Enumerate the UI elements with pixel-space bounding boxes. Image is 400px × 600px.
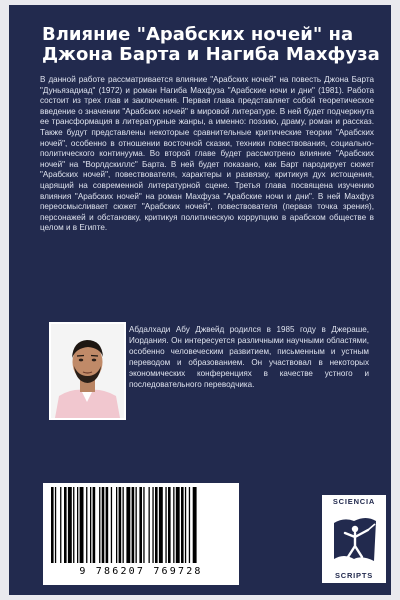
publisher-logo <box>322 495 386 583</box>
barcode-bars <box>49 487 233 563</box>
publisher-emblem-icon <box>328 509 380 569</box>
book-title: Влияние "Арабских ночей" на Джона Барта и Нагиба Махфуза <box>42 24 380 65</box>
isbn-barcode <box>43 483 239 585</box>
publisher-name-bottom: SCRIPTS <box>334 571 374 580</box>
publisher-name-top: SCIENCIA <box>332 497 376 506</box>
book-back-cover <box>9 5 391 595</box>
isbn-number: 9 786207 769728 <box>79 566 203 577</box>
author-portrait-image <box>51 324 124 418</box>
author-photo <box>49 322 126 420</box>
book-abstract: В данной работе рассматривается влияние "Арабских ночей" на повесть Джона Барта "Дуньязадиад" (1972) и роман Нагиба Махфуза "Арабские ночи и дни" (1981). Работа состоит из трех глав и заключения. Первая глава представляет собой теоретическое введение о значении "Арабских ночей" в мировой литературе. В ней будет подчеркнута ее трансформация в литературные жанры, а именно: поэзию, драму, роман и рассказ. Также будут представлены некоторые сравнительные критические теории "Арабских ночей", особенно в отношении восточной сказки, техники повествования, социально-политического континуума. Во второй главе будет рассмотрено влияние "Арабских ночей" на "Ворлдскиллс" Барта. В ней будет показано, как Барт пародирует сюжет "Арабских ночей", повествователя, характеры и развязку, критикуя дух истощения, царящий на современной литературной сцене. Третья глава посвящена изучению влияния "Арабских ночей" на роман Махфуза "Арабские ночи и дни". В ней Махфуз переосмысливает сюжет "Арабских ночей", повествователя (первая точка зрения), персонажей и обстановку, критикуя политическую коррупцию в арабском обществе в целом и в Египте. <box>40 75 374 233</box>
author-bio: Абдалхади Абу Джвейд родился в 1985 году в Джераше, Иордания. Он интересуется различными научными областями, особенно человеческим развитием, письменным и устным переводом и образованием. Он участвовал в некоторых экономических конференциях в качестве устного и последовательного переводчика. <box>129 325 369 389</box>
